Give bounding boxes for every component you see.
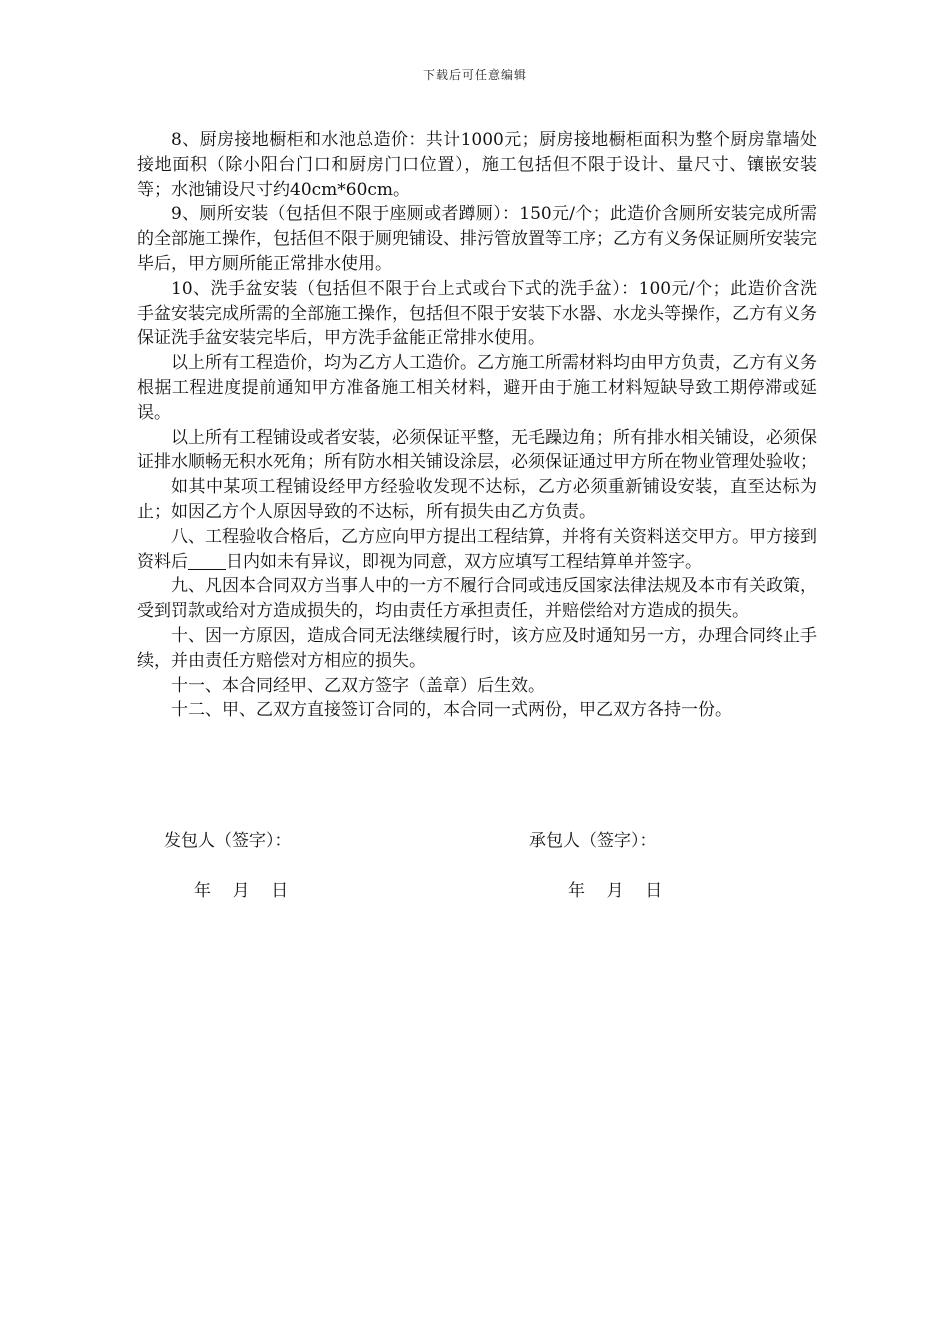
contract-body xyxy=(137,128,817,723)
clause-10-termination: 十、因一方原因，造成合同无法继续履行时，该方应及时通知另一方，办理合同终止手续，并由责任方赔偿对方相应的损失。 xyxy=(137,625,817,671)
rework-clause: 如其中某项工程铺设经甲方经验收发现不达标，乙方必须重新铺设安装，直至达标为止；如因乙方个人原因导致的不达标，所有损失由乙方负责。 xyxy=(137,477,817,522)
clause-11-effective: 十一、本合同经甲、乙双方签字（盖章）后生效。 xyxy=(171,675,545,696)
clause-item-9: 9、厕所安装（包括但不限于座厕或者蹲厕）：150元/个；此造价含厕所安装完成所需的全部施工操作，包括但不限于厕兜铺设、排污管放置等工序；乙方有义务保证厕所安装完毕后，甲方厕所能正常排水使用。 xyxy=(137,204,817,274)
header-note: 下载后可任意编辑 xyxy=(422,68,527,82)
clause-item-10: 10、洗手盆安装（包括但不限于台上式或台下式的洗手盆）：100元/个；此造价含洗手盆安装完成所需的全部施工操作，包括但不限于安装下水器、水龙头等操作，乙方有义务保证洗手盆安装完毕后，甲方洗手盆能正常排水使用。 xyxy=(137,278,817,349)
employer-date: 年 月 日 xyxy=(194,881,289,901)
contractor-date: 年 月 日 xyxy=(568,881,663,901)
cost-note: 以上所有工程造价，均为乙方人工造价。乙方施工所需材料均由甲方负责，乙方有义务根据工程进度提前通知甲方准备施工相关材料，避开由于施工材料短缺导致工期停滞或延误。 xyxy=(137,353,817,423)
clause-8-text-before: 八、工程验收合格后，乙方应向甲方提出工程结算，并将有关资料送交甲方。甲方接到资料后 xyxy=(137,526,817,572)
contractor-signature-label: 承包人（签字）： xyxy=(529,831,657,851)
clause-12-copies: 十二、甲、乙双方直接签订合同的，本合同一式两份，甲乙双方各持一份。 xyxy=(171,700,732,721)
days-blank-field[interactable] xyxy=(188,552,226,570)
clause-item-8: 8、厨房接地橱柜和水池总造价：共计1000元；厨房接地橱柜面积为整个厨房靠墙处接地面积（除小阳台门口和厨房门口位置），施工包括但不限于设计、量尺寸、镶嵌安装等；水池铺设尺寸约40cm*60cm。 xyxy=(137,130,817,200)
clause-9-liability: 九、凡因本合同双方当事人中的一方不履行合同或违反国家法律法规及本市有关政策，受到罚款或给对方造成损失的，均由责任方承担责任，并赔偿给对方造成的损失。 xyxy=(137,576,817,622)
signature-block xyxy=(0,826,950,906)
quality-requirement: 以上所有工程铺设或者安装，必须保证平整，无毛躁边角；所有排水相关铺设，必须保证排水顺畅无积水死角；所有防水相关铺设涂层，必须保证通过甲方所在物业管理处验收； xyxy=(137,427,817,473)
clause-8-settlement xyxy=(137,525,817,575)
employer-signature-label: 发包人（签字）： xyxy=(164,831,292,851)
clause-8-text-after: 日内如未有异议，即视为同意，双方应填写工程结算单并签字。 xyxy=(226,551,702,572)
